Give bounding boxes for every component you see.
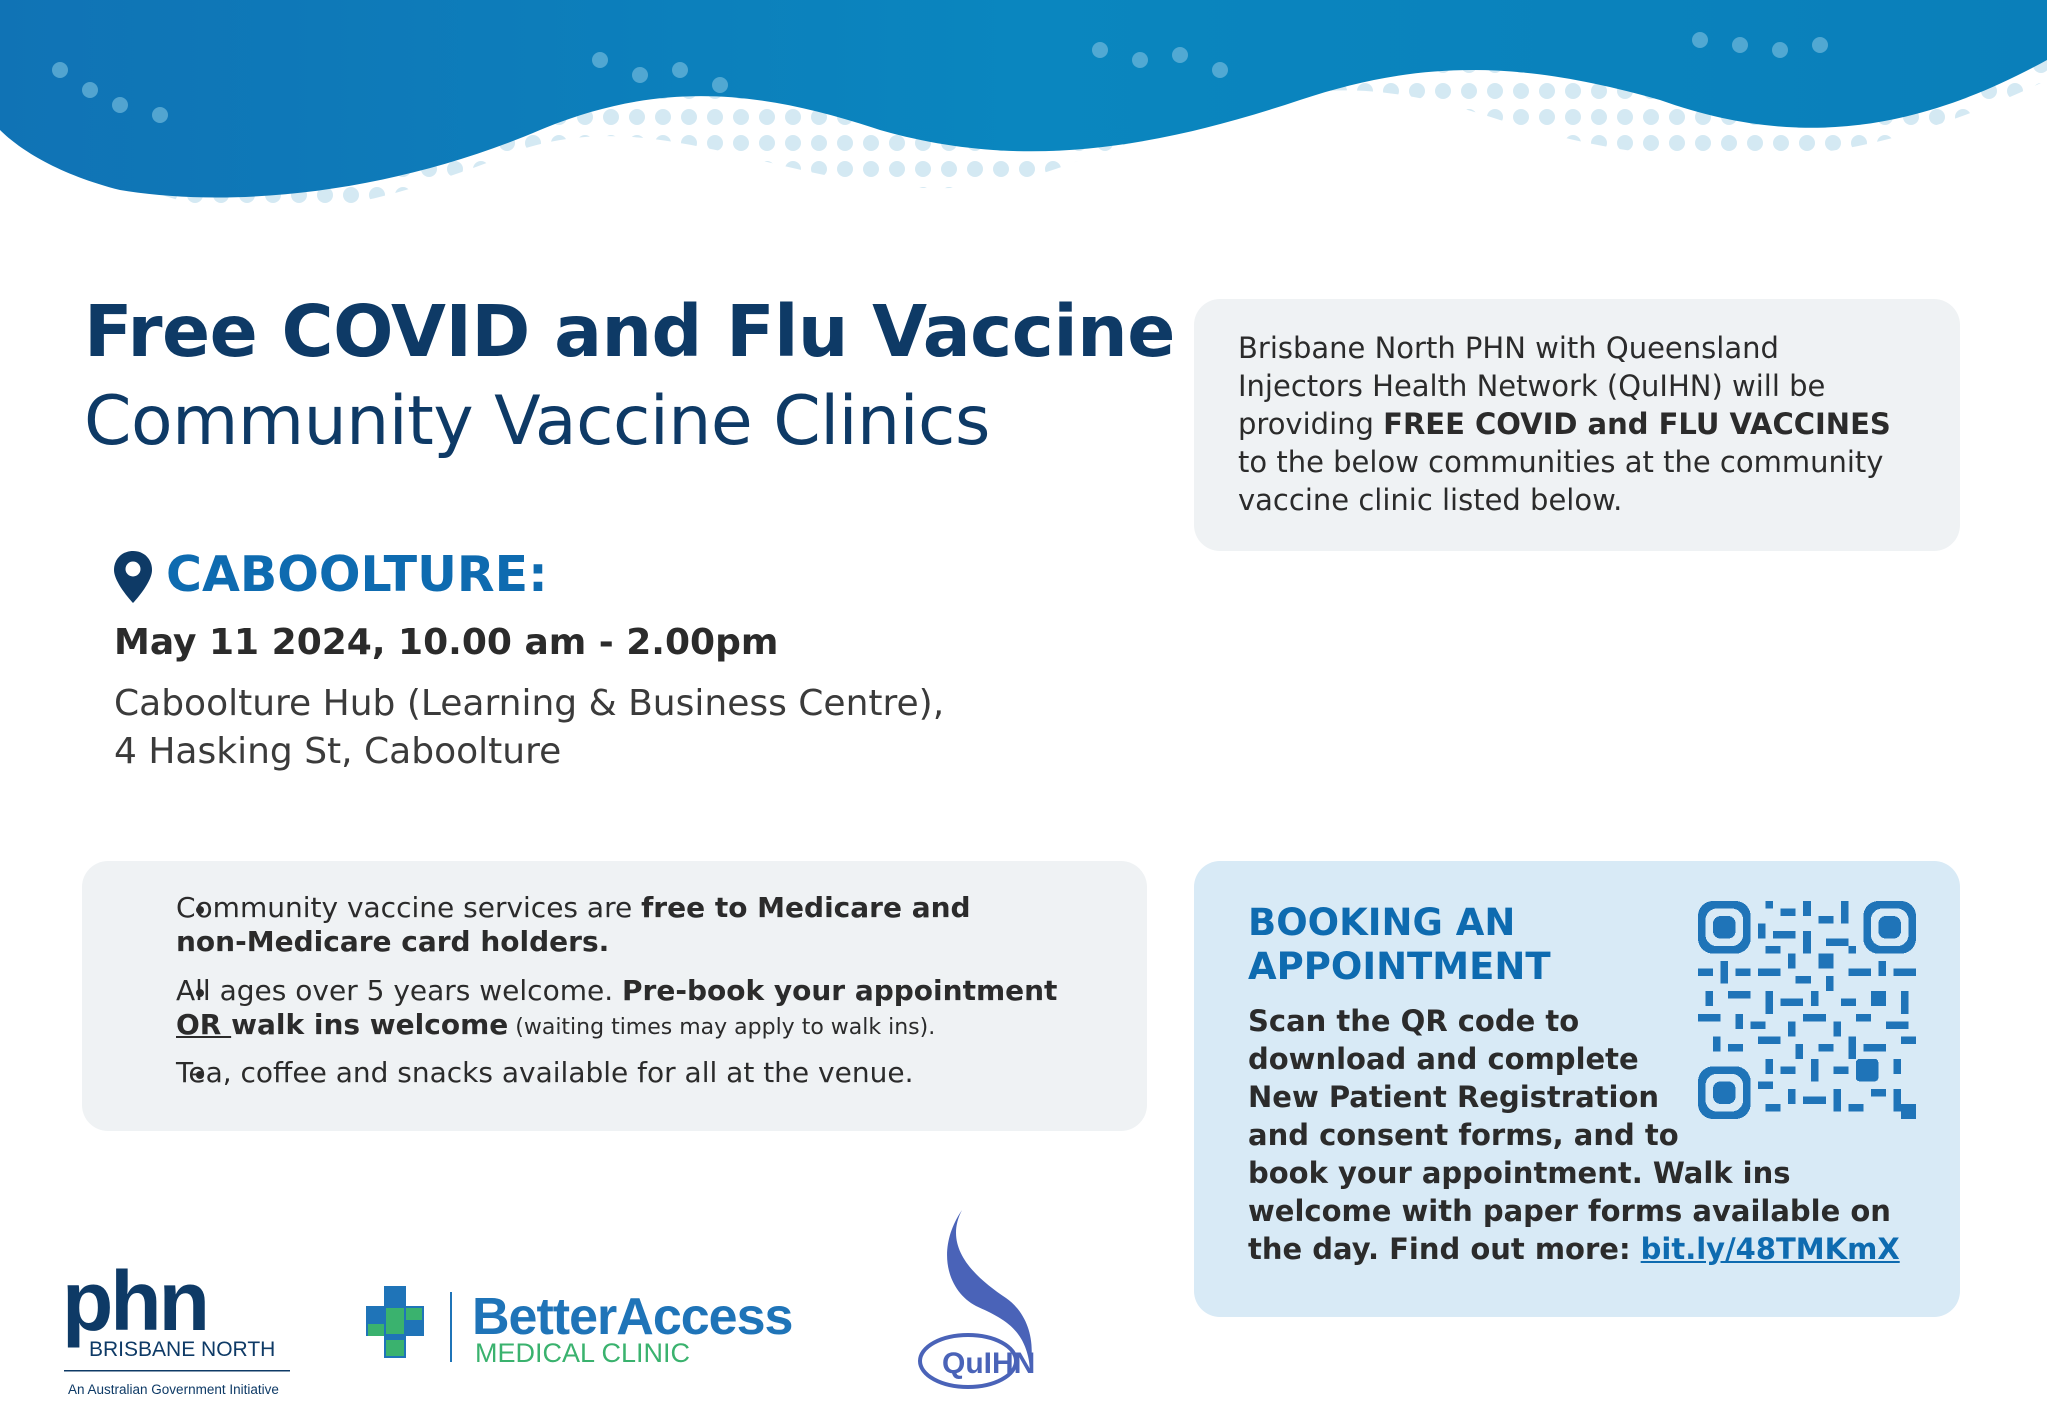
intro-emphasis: FREE COVID and FLU VACCINES bbox=[1383, 407, 1891, 441]
map-pin-icon bbox=[112, 549, 154, 605]
page-subtitle: Community Vaccine Clinics bbox=[84, 382, 990, 461]
intro-card bbox=[1194, 299, 1960, 551]
qr-code[interactable] bbox=[1698, 901, 1916, 1119]
header-wave-decoration bbox=[0, 0, 2047, 270]
better-access-logo bbox=[366, 1284, 836, 1374]
list-item-text: All ages over 5 years welcome. Pre-book your appointment OR walk ins welcome (waiting times may apply to walk ins). bbox=[176, 974, 1058, 1041]
svg-text:QuIHN: QuIHN bbox=[942, 1347, 1036, 1380]
intro-line: providing FREE COVID and FLU VACCINES bbox=[1238, 407, 1891, 441]
info-card bbox=[82, 861, 1147, 1131]
list-item-text: Tea, coffee and snacks available for all at the venue. bbox=[176, 1056, 914, 1089]
intro-line: to the below communities at the community bbox=[1238, 445, 1884, 479]
svg-text:BetterAccess: BetterAccess bbox=[472, 1288, 793, 1346]
booking-link[interactable]: bit.ly/48TMKmX bbox=[1640, 1232, 1900, 1266]
booking-text: Scan the QR code to download and complete New Patient Registration and consent forms, and to book your appointment. Walk ins welcome with paper forms available on the day. Find out more: bit.ly/48TMKmX bbox=[1248, 1004, 1900, 1266]
intro-line: Injectors Health Network (QuIHN) will be bbox=[1238, 369, 1826, 403]
svg-text:phn: phn bbox=[62, 1262, 207, 1348]
list-item-text: Community vaccine services are free to Medicare and non-Medicare card holders. bbox=[176, 891, 971, 958]
svg-text:MEDICAL CLINIC: MEDICAL CLINIC bbox=[475, 1338, 691, 1368]
venue-line: 4 Hasking St, Caboolture bbox=[114, 731, 562, 772]
page-title: Free COVID and Flu Vaccine bbox=[84, 290, 1175, 373]
venue-line: Caboolture Hub (Learning & Business Centre), bbox=[114, 683, 945, 724]
quihn-logo bbox=[906, 1208, 1056, 1396]
svg-text:BRISBANE NORTH: BRISBANE NORTH bbox=[89, 1338, 276, 1361]
clinic-location: CABOOLTURE: bbox=[166, 546, 548, 603]
clinic-venue bbox=[114, 680, 944, 776]
clinic-datetime: May 11 2024, 10.00 am - 2.00pm bbox=[114, 622, 779, 663]
intro-line: Brisbane North PHN with Queensland bbox=[1238, 331, 1779, 365]
svg-text:An Australian Government Initi: An Australian Government Initiative bbox=[68, 1382, 279, 1397]
intro-line: vaccine clinic listed below. bbox=[1238, 483, 1623, 517]
booking-title: BOOKING AN APPOINTMENT bbox=[1248, 901, 1551, 988]
phn-brisbane-north-logo bbox=[62, 1262, 292, 1404]
booking-card bbox=[1194, 861, 1960, 1317]
